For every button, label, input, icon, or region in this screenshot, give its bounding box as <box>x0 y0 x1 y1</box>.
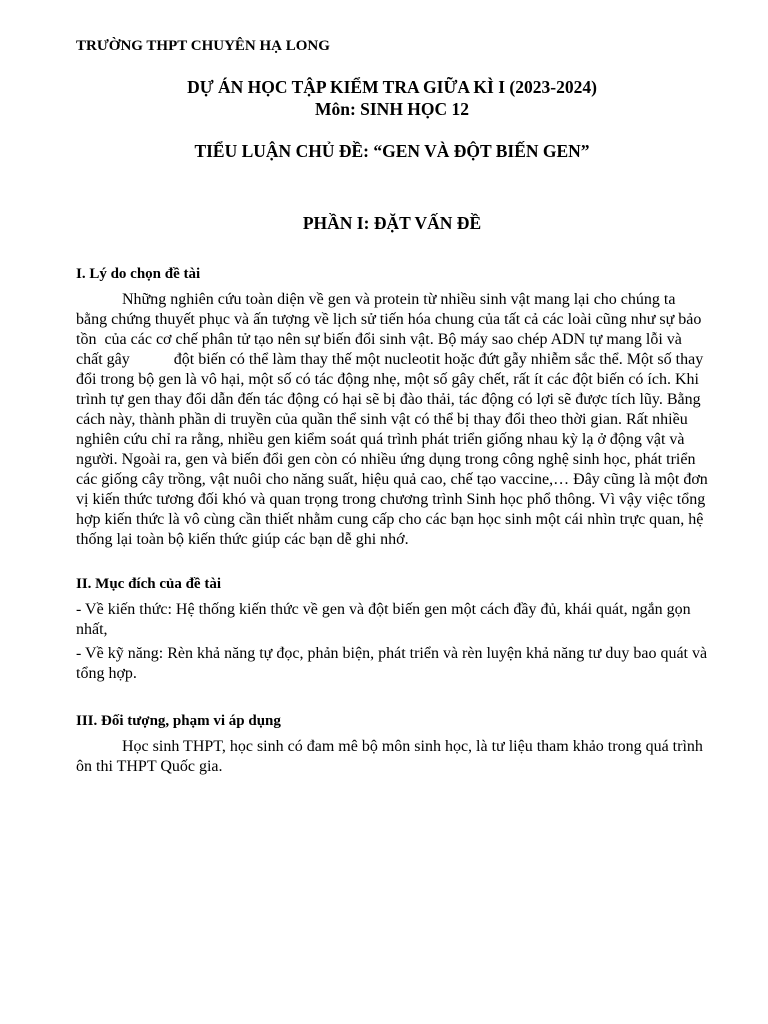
section-paragraph: - Về kỹ năng: Rèn khả năng tự đọc, phản biện, phát triển và rèn luyện khả năng tư duy bao quát và tổng hợp. <box>76 645 708 682</box>
subject-title: Môn: SINH HỌC 12 <box>314 99 470 119</box>
document-page <box>76 34 712 777</box>
section-heading-reason: I. Lý do chọn đề tài <box>76 266 201 282</box>
section-paragraph: Học sinh THPT, học sinh có đam mê bộ môn sinh học, là tư liệu tham khảo trong quá trình ôn thi THPT Quốc gia. <box>76 738 703 775</box>
section-paragraph: - Về kiến thức: Hệ thống kiến thức về gen và đột biến gen một cách đầy đủ, khái quát, ngắn gọn nhất, <box>76 601 691 638</box>
school-name: TRƯỜNG THPT CHUYÊN HẠ LONG <box>76 38 330 54</box>
part-title: PHẦN I: ĐẶT VẤN ĐỀ <box>302 213 482 233</box>
project-title: DỰ ÁN HỌC TẬP KIỂM TRA GIỮA KÌ I (2023-2024) <box>187 77 597 97</box>
section-paragraph: Những nghiên cứu toàn diện về gen và protein từ nhiều sinh vật mang lại cho chúng ta bằng chứng thuyết phục và ấn tượng về lịch sử tiến hóa chung của tất cả các loài cũng như sự bảo tồn của các cơ chế phân tử tạo nên sự biến đổi sinh vật. Bộ máy sao chép ADN tự mang lỗi và chất gây đột biến có thể làm thay thế một nucleotit hoặc đứt gẫy nhiễm sắc thể. Một số thay đổi trong bộ gen là vô hại, một số có tác động nhẹ, một số gây chết, rất ít các đột biến có ích. Khi trình tự gen thay đổi dẫn đến tác động có hại sẽ bị đào thải, tác động có lợi sẽ được tích lũy. Bằng cách này, thành phần di truyền của quần thể sinh vật có thể bị thay đổi theo thời gian. Rất nhiều nghiên cứu chỉ ra rằng, nhiều gen kiểm soát quá trình phát triển giống nhau kỳ lạ ở động vật và người. Ngoài ra, gen và biến đổi gen còn có nhiều ứng dụng trong công nghệ sinh học, phát triển các giống cây trồng, vật nuôi cho năng suất, hiệu quả cao, chế tạo vaccine,… Đây cũng là một đơn vị kiến thức tương đối khó và quan trọng trong chương trình Sinh học phổ thông. Vì vậy việc tổng hợp kiến thức là vô cùng cần thiết nhằm cung cấp cho các bạn học sinh một cái nhìn trực quan, hệ thống lại toàn bộ kiến thức giúp các bạn dễ ghi nhớ. <box>76 291 712 548</box>
section-heading-scope: III. Đối tượng, phạm vi áp dụng <box>76 713 281 729</box>
topic-title: TIỂU LUẬN CHỦ ĐỀ: “GEN VÀ ĐỘT BIẾN GEN” <box>194 141 590 161</box>
section-heading-purpose: II. Mục đích của đề tài <box>76 576 222 592</box>
